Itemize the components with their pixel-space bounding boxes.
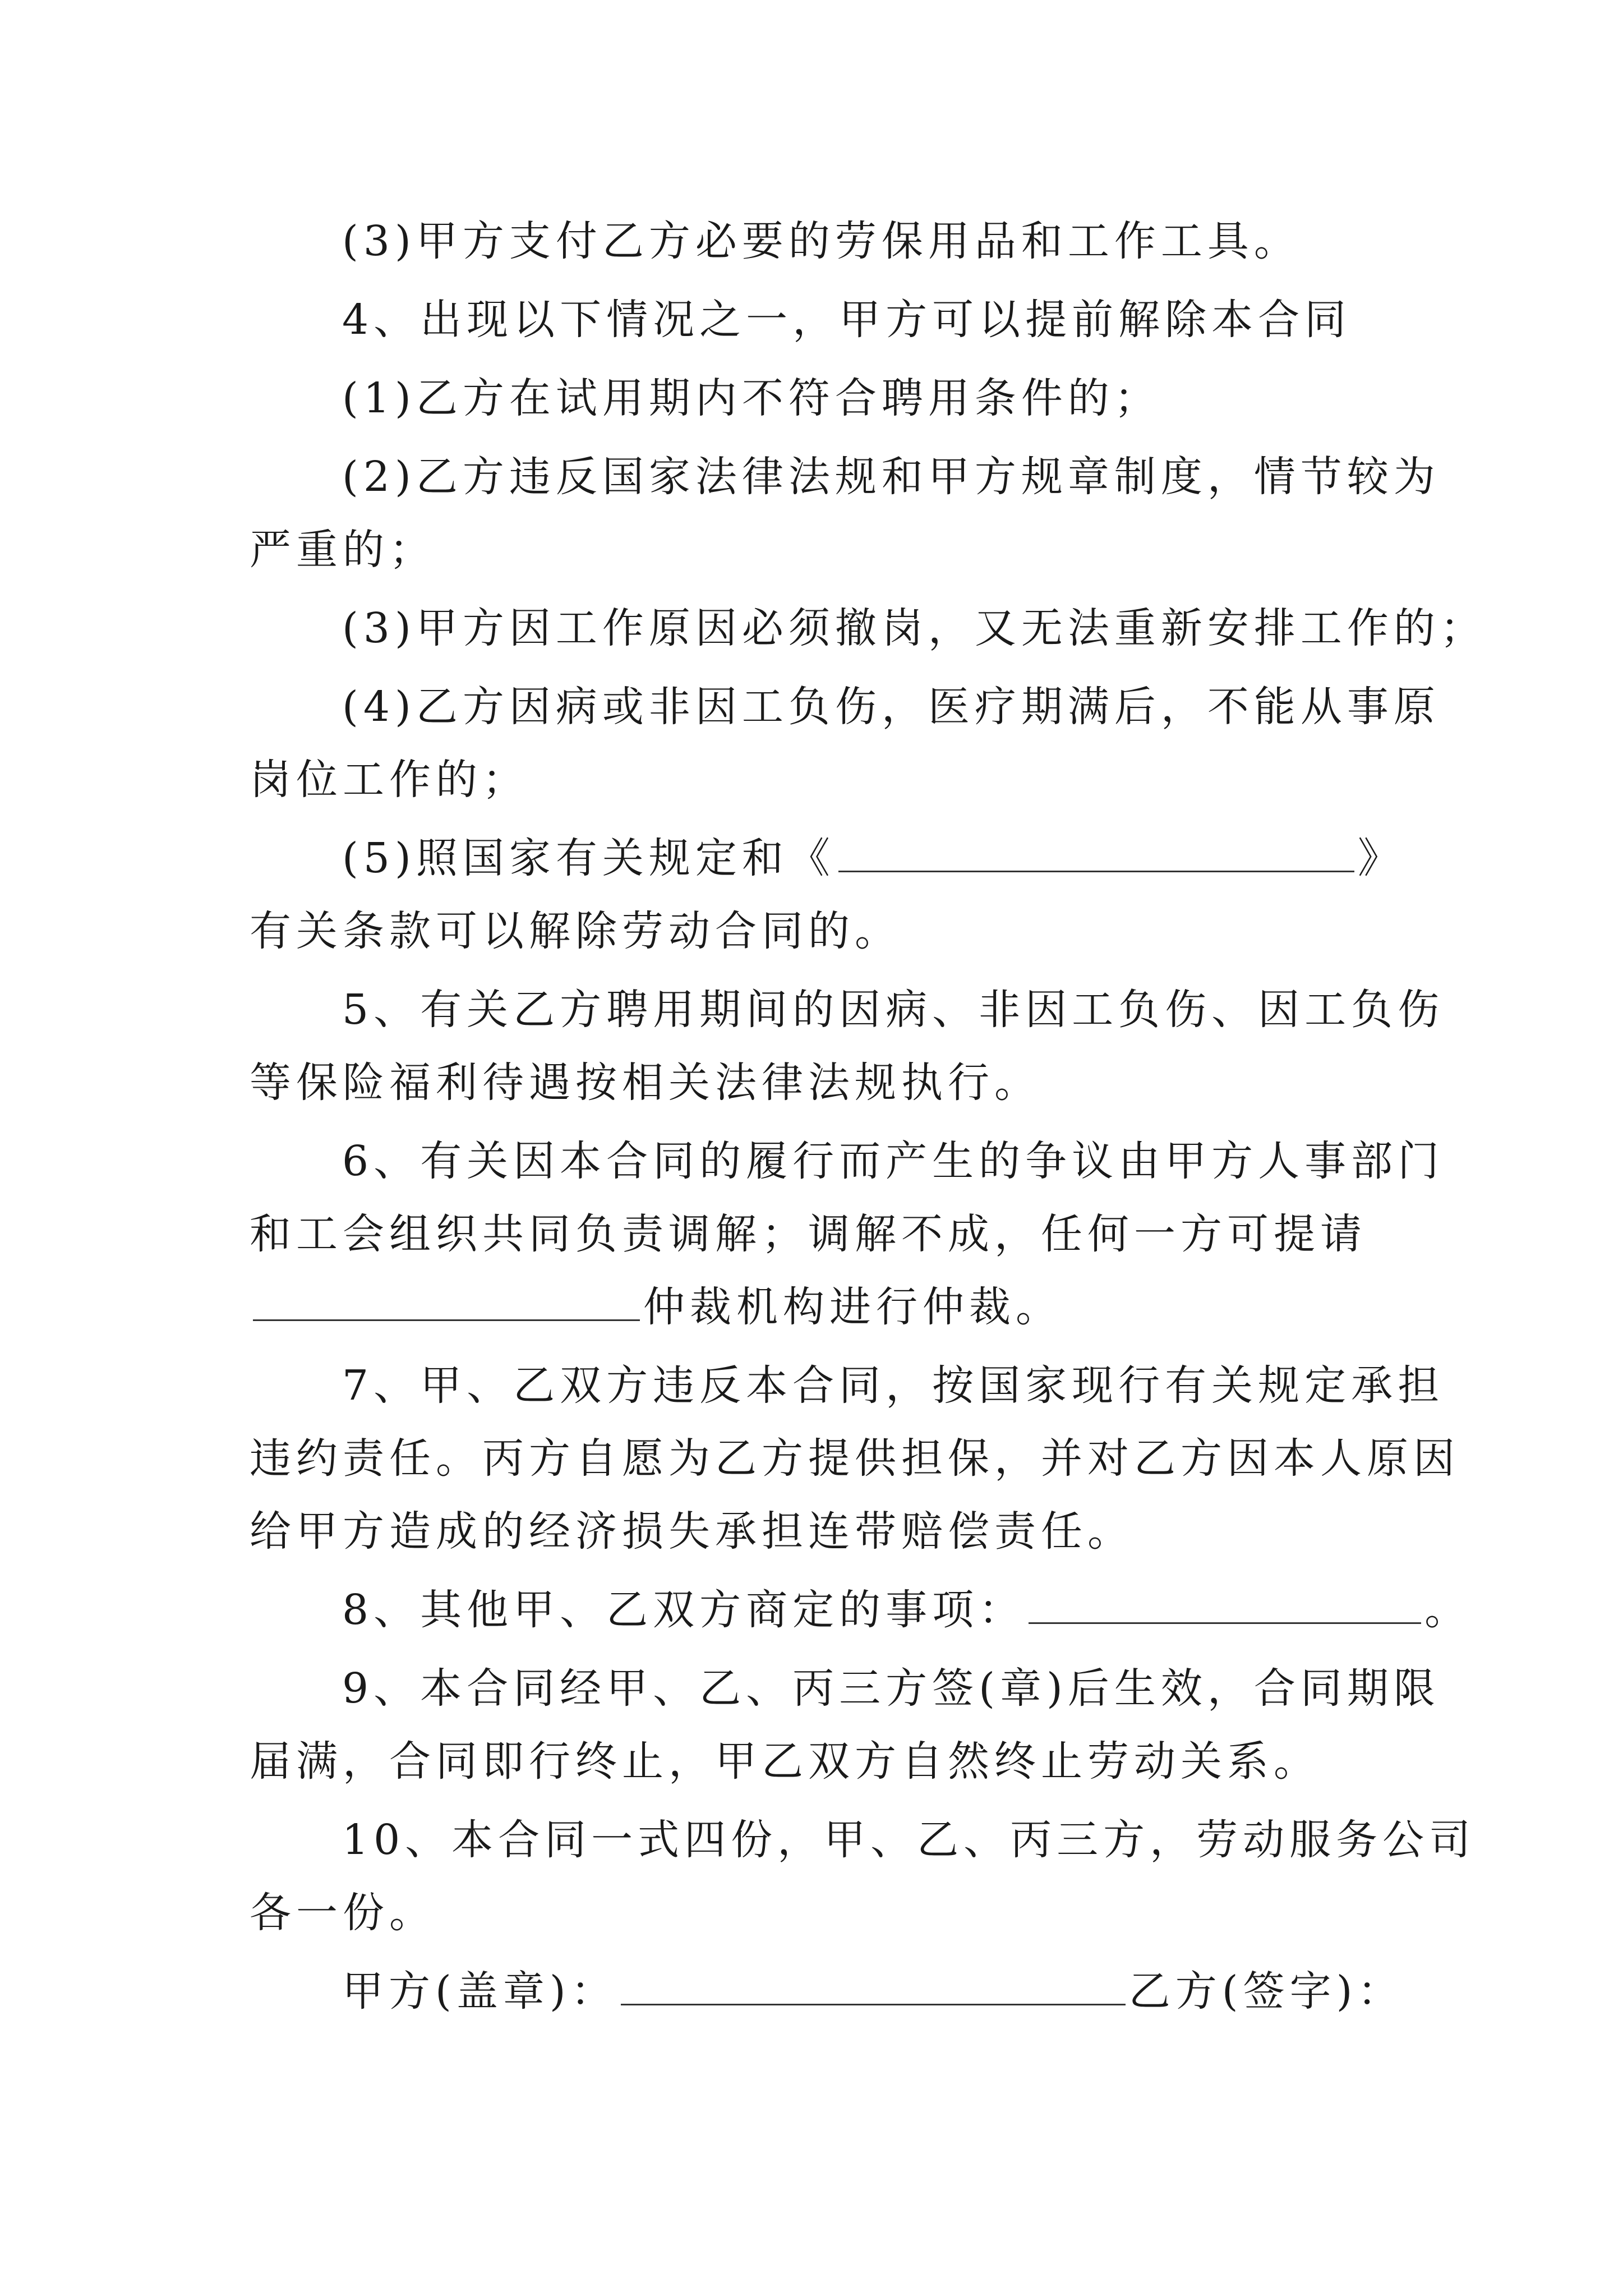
clause-7-line3: 给甲方造成的经济损失承担连带赔偿责任。 — [250, 1507, 1134, 1556]
clause-10-line1: 10、本合同一式四份，甲、乙、丙三方，劳动服务公司 — [342, 1816, 1476, 1864]
clause-8 — [342, 1585, 1486, 1635]
party-a-seal-blank[interactable] — [621, 1970, 1126, 2005]
clause-4-4-line2: 岗位工作的； — [250, 756, 529, 804]
clause-4-4-line1: (4)乙方因病或非因工负伤，医疗期满后，不能从事原 — [342, 683, 1440, 731]
clause-6-line2: 和工会组织共同负责调解；调解不成，任何一方可提请 — [250, 1210, 1367, 1258]
clause-4-2-line1: (2)乙方违反国家法律法规和甲方规章制度，情节较为 — [342, 453, 1440, 501]
clause-4-2-line2: 严重的； — [250, 526, 436, 574]
clause-5-line1: 5、有关乙方聘用期间的因病、非因工负伤、因工负伤 — [342, 986, 1445, 1034]
clause-6-line1: 6、有关因本合同的履行而产生的争议由甲方人事部门 — [342, 1137, 1445, 1185]
clause-6-line3-text: 仲裁机构进行仲裁。 — [643, 1283, 1062, 1331]
clause-4-5-close-bracket: 》 — [1357, 834, 1404, 882]
clause-4-5-text: (5)照国家有关规定和《 — [342, 834, 835, 882]
signature-row — [342, 1966, 1486, 2017]
clause-8-period: 。 — [1424, 1586, 1472, 1634]
clause-6-line3 — [250, 1282, 1394, 1332]
arbitration-body-blank[interactable] — [253, 1286, 640, 1321]
other-matters-blank[interactable] — [1029, 1589, 1421, 1624]
clause-3-3: (3)甲方支付乙方必要的劳保用品和工作工具。 — [342, 217, 1301, 265]
clause-7-line2: 违约责任。丙方自愿为乙方提供担保，并对乙方因本人原因 — [250, 1434, 1460, 1483]
clause-9-line2: 届满，合同即行终止，甲乙双方自然终止劳动关系。 — [250, 1737, 1320, 1786]
clause-10-line2: 各一份。 — [250, 1889, 436, 1937]
clause-7-line1: 7、甲、乙双方违反本合同，按国家现行有关规定承担 — [342, 1361, 1445, 1410]
clause-4-1: (1)乙方在试用期内不符合聘用条件的； — [342, 374, 1161, 422]
clause-4-3: (3)甲方因工作原因必须撤岗，又无法重新安排工作的； — [342, 604, 1487, 652]
clause-5-line2: 等保险福利待遇按相关法律法规执行。 — [250, 1059, 1041, 1107]
clause-4-heading: 4、出现以下情况之一，甲方可以提前解除本合同 — [342, 296, 1352, 344]
party-a-seal-label: 甲方(盖章)： — [342, 1967, 617, 2016]
clause-8-text: 8、其他甲、乙双方商定的事项： — [342, 1586, 1026, 1634]
clause-4-5-line1 — [342, 833, 1486, 884]
regulation-name-blank[interactable] — [838, 837, 1354, 872]
clause-4-5-line2: 有关条款可以解除劳动合同的。 — [250, 907, 901, 955]
party-b-signature-label: 乙方(签字)： — [1128, 1967, 1404, 2016]
clause-9-line1: 9、本合同经甲、乙、丙三方签(章)后生效，合同期限 — [342, 1664, 1440, 1713]
